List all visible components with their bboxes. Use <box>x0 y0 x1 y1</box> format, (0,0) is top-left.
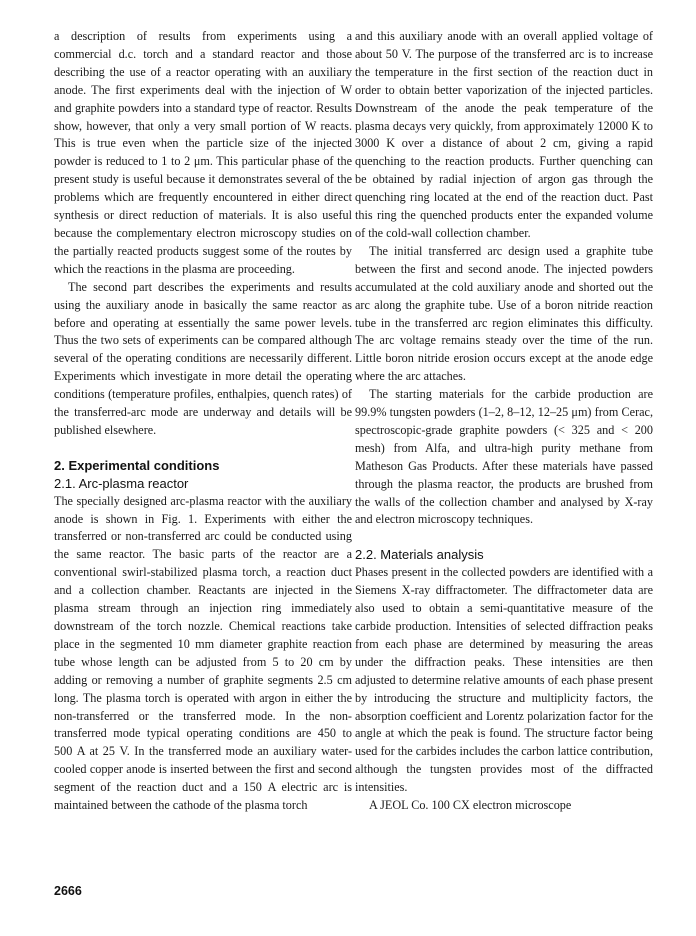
left-column <box>54 28 352 815</box>
right-column <box>355 28 653 815</box>
body-paragraph: The second part describes the experiments and results using the auxiliary anode in basically the same reactor as before and operating at essentially the same power levels. Thus the two sets of experiments can be compared although several of the operating conditions are necessarily different. Experiments which investigate in more detail the operating conditions (temperature profiles, enthalpies, quench rates) of the transferred-arc mode are underway and details will be published elsewhere. <box>54 279 352 437</box>
subsection-heading: 2.2. Materials analysis <box>355 547 484 563</box>
body-paragraph: Phases present in the collected powders are identified with a Siemens X-ray diffractometer. The diffractometer data are also used to obtain a semi-quantitative measure of the carbide production. Intensities of selected diffraction peaks from each phase are determined by measuring the areas under the diffraction peaks. These intensities are then adjusted to determine relative amounts of each phase present by introducing the structure and multiplicity factors, the absorption coefficient and Lorentz polarization factor for the angle at which the peak is found. The structure factor being used for the carbides includes the carbon lattice contribution, although the tungsten provides most of the diffracted intensities. <box>355 565 653 795</box>
subsection-heading: 2.1. Arc-plasma reactor <box>54 475 189 491</box>
body-paragraph: A JEOL Co. 100 CX electron microscope <box>369 798 572 813</box>
section-heading: 2. Experimental conditions <box>54 457 220 473</box>
body-paragraph: The specially designed arc-plasma reactor with the auxiliary anode is shown in Fig. 1. Experiments with either the transferred or non-transferred arc could be conducted using the same reactor. The basic parts of the reactor are a conventional swirl-stabilized plasma torch, a reaction duct and a collection chamber. Reactants are injected in the plasma stream through an injection ring immediately downstream of the torch nozzle. Chemical reactions take place in the segmented 10 mm diameter graphite reaction tube whose length can be adjusted from 5 to 20 cm by adding or removing a number of graphite segments 2.5 cm long. The plasma torch is operated with argon in either the non-transferred or the transferred mode. In the non-transferred mode typical operating conditions are 450 to 500 A at 25 V. In the transferred mode an auxiliary water-cooled copper anode is inserted between the first and second segment of the reaction duct and a 150 A electric arc is maintained between the cathode of the plasma torch <box>54 493 352 813</box>
body-paragraph: The initial transferred arc design used a graphite tube between the first and second anode. The injected powders accumulated at the cold auxiliary anode and shorted out the arc along the graphite tube. Use of a boron nitride reaction tube in the transferred arc region eliminates this difficulty. The arc voltage remains steady over the time of the run. Little boron nitride erosion occurs except at the anode edge where the arc attaches. <box>355 243 653 384</box>
body-paragraph: The starting materials for the carbide production are 99.9% tungsten powders (1–2, 8–12, 12–25 μm) from Cerac, spectroscopic-grade graphite powders (< 325 and < 200 mesh) from Alfa, and ultra-high purity methane from Matheson Gas Products. After these materials have passed through the plasma reactor, the products are brushed from the walls of the collection chamber and analysed by X-ray and electron microscopy techniques. <box>355 387 653 527</box>
page-number: 2666 <box>54 884 82 898</box>
body-paragraph: and this auxiliary anode with an overall applied voltage of about 50 V. The purpose of the transferred arc is to increase the temperature in the first section of the reaction duct in order to obtain better vaporization of the injected particles. Downstream of the anode the peak temperature of the plasma decays very quickly, from approximately 12000 K to 3000 K over a distance of about 2 cm, giving a rapid quenching to the reaction products. Further quenching can be obtained by radial injection of argon gas through the quenching ring located at the end of the reaction duct. Past this ring the quenched products enter the expanded volume of the cold-wall collection chamber. <box>355 29 653 240</box>
body-paragraph: a description of results from experiments using a commercial d.c. torch and a standard reactor and those describing the use of a reactor operating with an auxiliary anode. The first experiments deal with the injection of W and graphite powders into a standard type of reactor. Results show, however, that only a very small portion of W reacts. This is true even when the particle size of the injected powder is reduced to 1 to 2 μm. This particular phase of the present study is useful because it demonstrates several of the problems which are frequently encountered in either direct synthesis or direct reduction of materials. It is also useful because the complementary electron microscopy studies on the partially reacted products suggest some of the routes by which the reactions in the plasma are proceeding. <box>54 29 352 276</box>
